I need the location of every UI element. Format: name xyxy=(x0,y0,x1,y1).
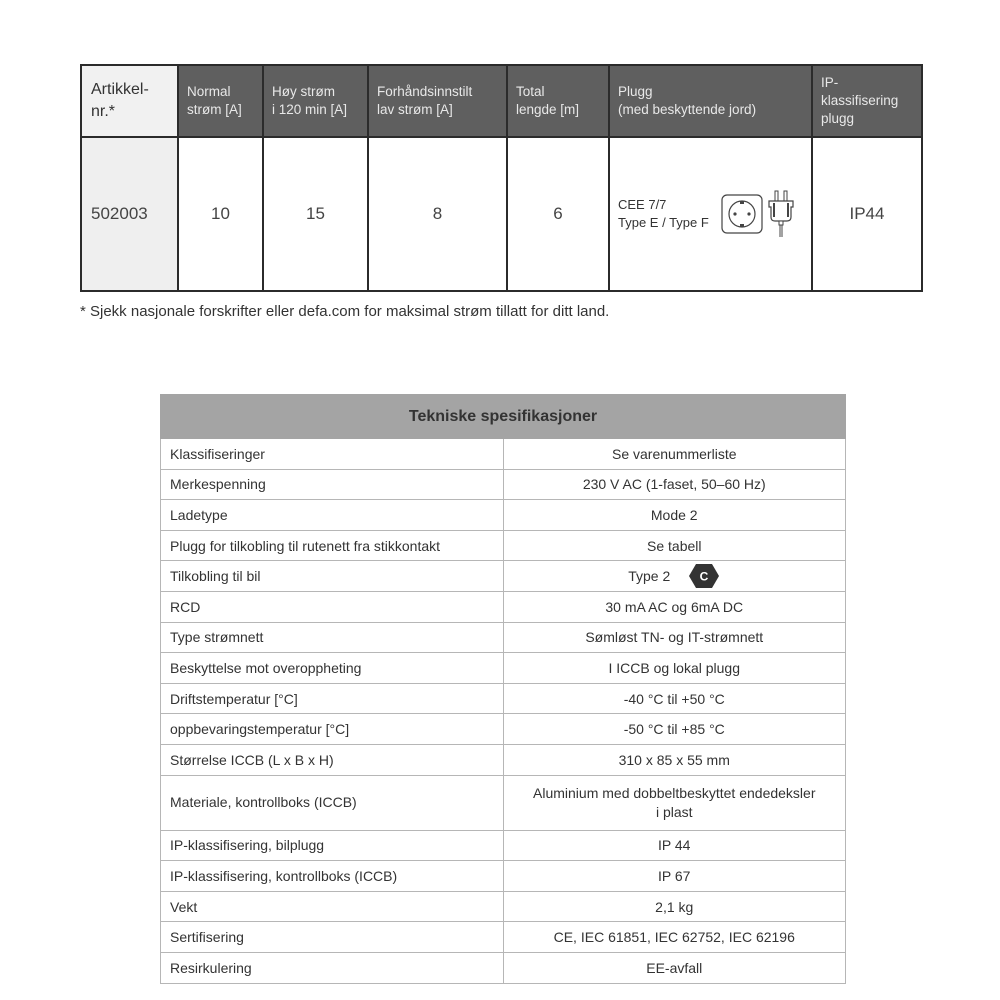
badge-letter: C xyxy=(699,569,709,584)
table-row xyxy=(161,561,846,592)
spec-key: Type strømnett xyxy=(161,622,504,653)
table-row xyxy=(161,744,846,775)
spec-table-title-row xyxy=(161,395,846,439)
table-row xyxy=(161,952,846,983)
header-total-lengde: Total lengde [m] xyxy=(507,65,609,137)
table-row xyxy=(161,653,846,684)
spec-key: oppbevaringstemperatur [°C] xyxy=(161,714,504,745)
spec-value: 230 V AC (1-faset, 50–60 Hz) xyxy=(503,469,846,500)
header-hoy-strom: Høy strøm i 120 min [A] xyxy=(263,65,368,137)
spec-value: 30 mA AC og 6mA DC xyxy=(503,591,846,622)
spec-value: IP 67 xyxy=(503,861,846,892)
spec-key: Ladetype xyxy=(161,500,504,531)
table-row xyxy=(161,500,846,531)
spec-key: Materiale, kontrollboks (ICCB) xyxy=(161,775,504,830)
cell-lav-strom: 8 xyxy=(368,137,507,291)
cell-plugg xyxy=(609,137,812,291)
table-row xyxy=(161,591,846,622)
spec-key: Driftstemperatur [°C] xyxy=(161,683,504,714)
spec-value: Se tabell xyxy=(503,530,846,561)
product-table-header-row xyxy=(81,65,922,137)
spec-value: -40 °C til +50 °C xyxy=(503,683,846,714)
spec-value: -50 °C til +85 °C xyxy=(503,714,846,745)
spec-value: Se varenummerliste xyxy=(503,439,846,470)
spec-value xyxy=(503,561,846,592)
spec-value: I ICCB og lokal plugg xyxy=(503,653,846,684)
cell-total-lengde: 6 xyxy=(507,137,609,291)
spec-value-text: Type 2 xyxy=(628,568,671,585)
plugg-text xyxy=(618,196,709,231)
table-row xyxy=(161,714,846,745)
table-row xyxy=(161,439,846,470)
cell-hoy-strom: 15 xyxy=(263,137,368,291)
table-row xyxy=(161,861,846,892)
spec-key: RCD xyxy=(161,591,504,622)
type2-connector-badge-icon xyxy=(688,563,720,589)
spec-value: 2,1 kg xyxy=(503,891,846,922)
spec-key: Resirkulering xyxy=(161,952,504,983)
spec-value: EE-avfall xyxy=(503,952,846,983)
footnote: * Sjekk nasjonale forskrifter eller defa.com for maksimal strøm tillatt for ditt land. xyxy=(80,303,610,320)
spec-key: IP-klassifisering, kontrollboks (ICCB) xyxy=(161,861,504,892)
spec-key: Størrelse ICCB (L x B x H) xyxy=(161,744,504,775)
spec-key: Merkespenning xyxy=(161,469,504,500)
table-row xyxy=(161,683,846,714)
spec-value xyxy=(503,775,846,830)
plugg-standard: CEE 7/7 xyxy=(618,197,667,213)
schuko-plug-icon xyxy=(765,189,797,239)
table-row xyxy=(161,469,846,500)
spec-key: Tilkobling til bil xyxy=(161,561,504,592)
spec-key: Klassifiseringer xyxy=(161,439,504,470)
plugg-type: Type E / Type F xyxy=(618,215,709,230)
table-row xyxy=(81,137,922,291)
spec-table xyxy=(160,394,846,984)
table-row xyxy=(161,891,846,922)
spec-key: Vekt xyxy=(161,891,504,922)
schuko-socket-icon xyxy=(721,194,763,234)
header-normal-strom: Normal strøm [A] xyxy=(178,65,263,137)
spec-key: Plugg for tilkobling til rutenett fra stikkontakt xyxy=(161,530,504,561)
spec-value: CE, IEC 61851, IEC 62752, IEC 62196 xyxy=(503,922,846,953)
header-plugg: Plugg (med beskyttende jord) xyxy=(609,65,812,137)
cell-ip: IP44 xyxy=(812,137,922,291)
product-table xyxy=(80,64,923,292)
table-row xyxy=(161,922,846,953)
header-lav-strom: Forhåndsinnstilt lav strøm [A] xyxy=(368,65,507,137)
table-row xyxy=(161,530,846,561)
spec-key: Sertifisering xyxy=(161,922,504,953)
spec-value: IP 44 xyxy=(503,830,846,861)
spec-table-title: Tekniske spesifikasjoner xyxy=(161,395,846,439)
spec-key: IP-klassifisering, bilplugg xyxy=(161,830,504,861)
cell-artikkel: 502003 xyxy=(81,137,178,291)
table-row xyxy=(161,830,846,861)
cell-normal-strom: 10 xyxy=(178,137,263,291)
spec-value: Mode 2 xyxy=(503,500,846,531)
spec-value-line: Aluminium med dobbeltbeskyttet endedeksler xyxy=(533,784,816,801)
spec-value: Sømløst TN- og IT-strømnett xyxy=(503,622,846,653)
header-artikkel: Artikkel- nr.* xyxy=(81,65,178,137)
table-row xyxy=(161,775,846,830)
spec-value-line: i plast xyxy=(655,803,693,820)
header-ip-klassifisering: IP- klassifisering plugg xyxy=(812,65,922,137)
spec-key: Beskyttelse mot overoppheting xyxy=(161,653,504,684)
spec-value: 310 x 85 x 55 mm xyxy=(503,744,846,775)
table-row xyxy=(161,622,846,653)
